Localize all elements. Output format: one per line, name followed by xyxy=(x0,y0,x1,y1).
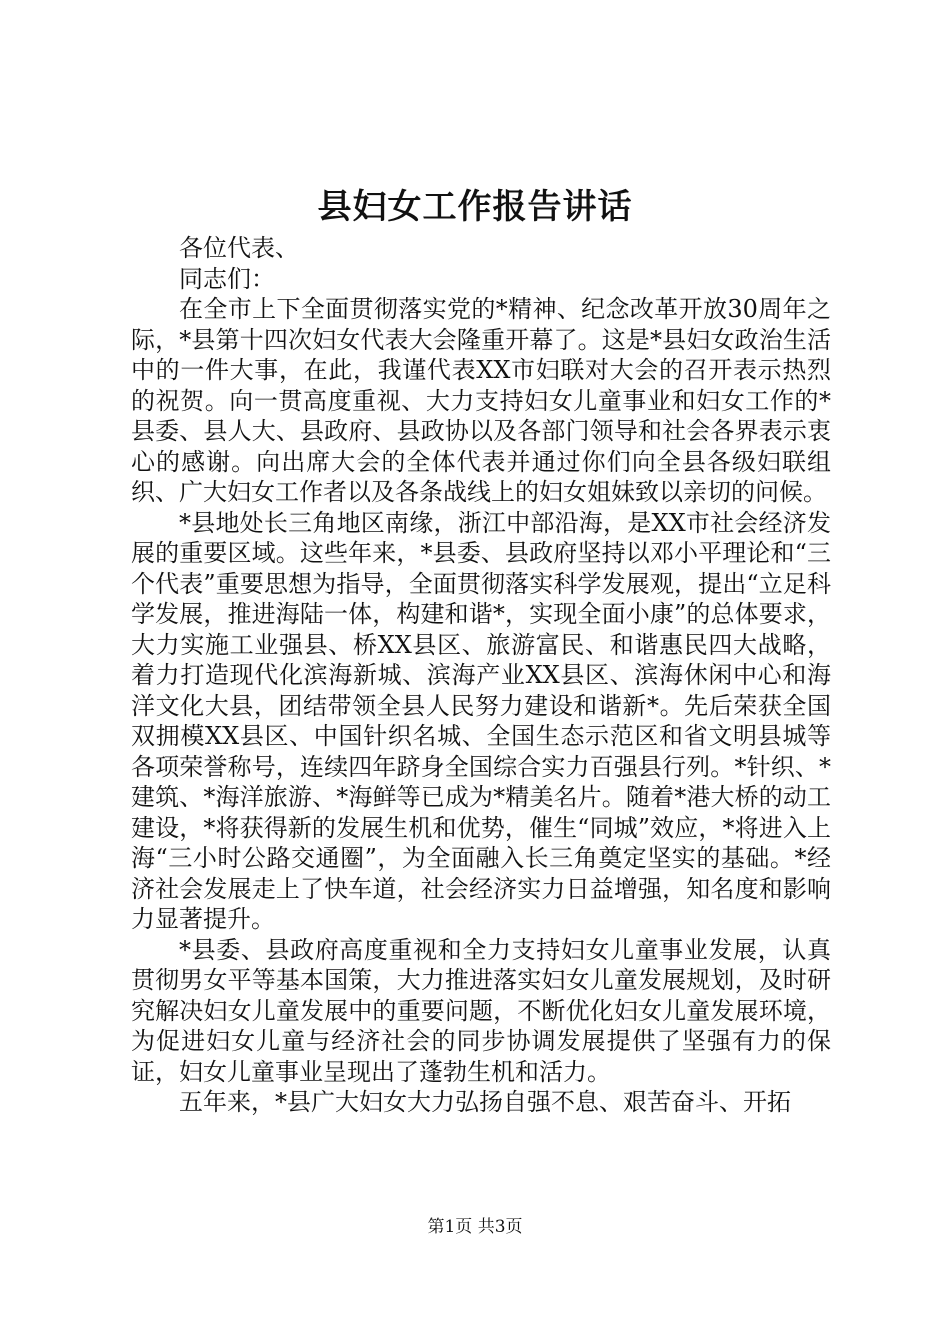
body-paragraph: *县地处长三角地区南缘，浙江中部沿海，是XX市社会经济发展的重要区域。这些年来，*县委、县政府坚持以邓小平理论和“三个代表”重要思想为指导，全面贯彻落实科学发展观，提出“立足科学发展，推进海陆一体，构建和谐*，实现全面小康”的总体要求，大力实施工业强县、桥XX县区、旅游富民、和谐惠民四大战略，着力打造现代化滨海新城、滨海产业XX县区、滨海休闲中心和海洋文化大县，团结带领全县人民努力建设和谐新*。先后荣获全国双拥模XX县区、中国针织名城、全国生态示范区和省文明县城等各项荣誉称号，连续四年跻身全国综合实力百强县行列。*针织、*建筑、*海洋旅游、*海鲜等已成为*精美名片。随着*港大桥的动工建设，*将获得新的发展生机和优势，催生“同城”效应，*将进入上海“三小时公路交通圈”，为全面融入长三角奠定坚实的基础。*经济社会发展走上了快车道，社会经济实力日益增强，知名度和影响力显著提升。 xyxy=(131,508,831,933)
salutation-line: 各位代表、 xyxy=(179,234,299,262)
document-title: 县妇女工作报告讲话 xyxy=(317,187,633,227)
body-paragraph: *县委、县政府高度重视和全力支持妇女儿童事业发展，认真贯彻男女平等基本国策，大力推进落实妇女儿童发展规划，及时研究解决妇女儿童发展中的重要问题，不断优化妇女儿童发展环境，为促进妇女儿童与经济社会的同步协调发展提供了坚强有力的保证，妇女儿童事业呈现出了蓬勃生机和活力。 xyxy=(131,935,831,1086)
document-body xyxy=(131,233,831,1118)
body-paragraph: 在全市上下全面贯彻落实党的*精神、纪念改革开放30周年之际，*县第十四次妇女代表大会隆重开幕了。这是*县妇女政治生活中的一件大事，在此，我谨代表XX市妇联对大会的召开表示热烈的祝贺。向一贯高度重视、大力支持妇女儿童事业和妇女工作的*县委、县人大、县政府、县政协以及各部门领导和社会各界表示衷心的感谢。向出席大会的全体代表并通过你们向全县各级妇联组织、广大妇女工作者以及各条战线上的妇女姐妹致以亲切的问候。 xyxy=(131,295,831,506)
page-number: 第1页 共3页 xyxy=(427,1217,523,1237)
salutation-line: 同志们： xyxy=(179,264,275,293)
body-paragraph: 五年来，*县广大妇女大力弘扬自强不息、艰苦奋斗、开拓 xyxy=(179,1088,791,1116)
